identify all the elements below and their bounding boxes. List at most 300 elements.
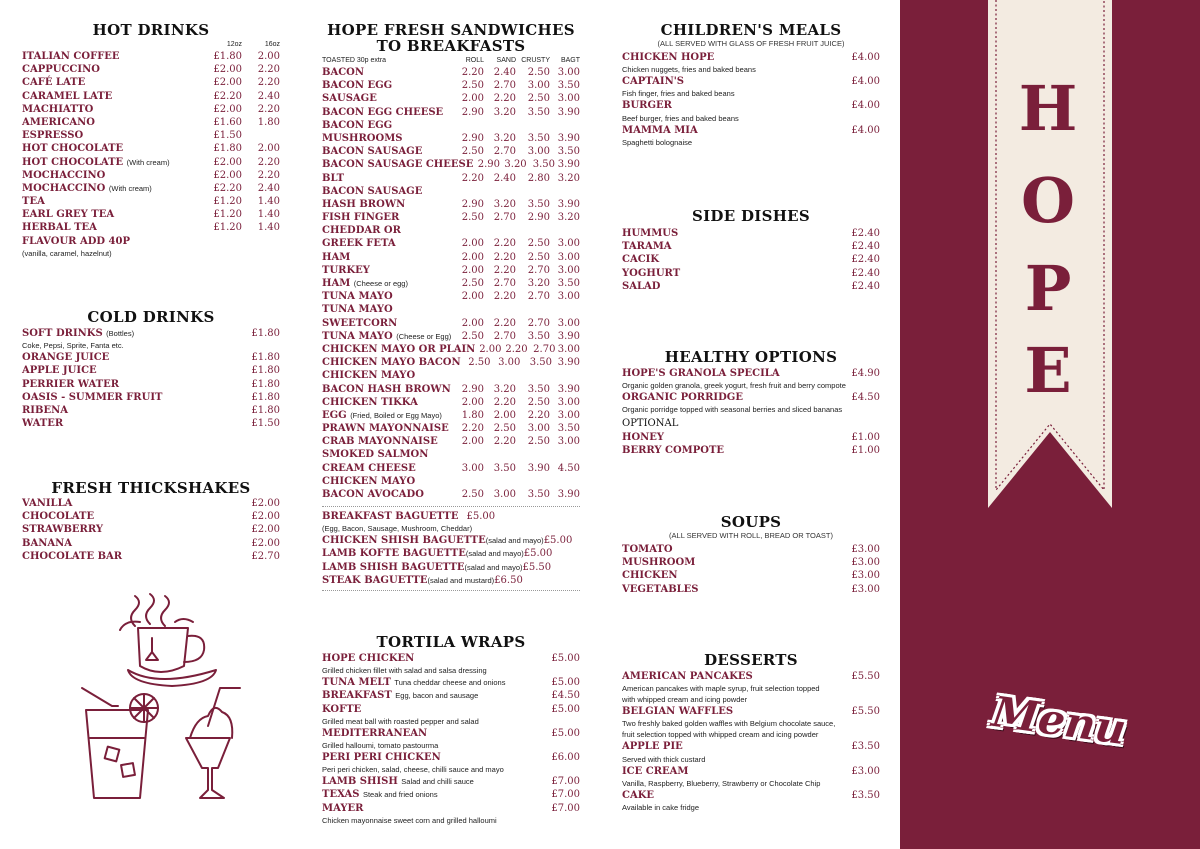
list-item (322, 356, 580, 369)
header-bagt: BAGT (560, 57, 580, 64)
hot-drinks-section (22, 22, 280, 259)
item-description: with whipped cream and icing powder (622, 695, 748, 705)
sandwich-price: 2.90 (461, 383, 484, 395)
item-name: CHICKEN HOPE (622, 52, 715, 63)
sandwich-price: 3.00 (498, 357, 521, 369)
item-price: £1.80 (251, 404, 280, 416)
item-name-cell (622, 543, 840, 556)
item-name: CREAM CHEESE (322, 462, 416, 474)
item-price: £1.50 (251, 418, 280, 430)
item-name-cell (22, 364, 240, 377)
item-name-cell (322, 158, 473, 171)
item-price: £2.70 (251, 550, 280, 562)
list-item (22, 391, 280, 404)
item-price: £3.50 (851, 789, 880, 801)
brand-letter-h: H (1018, 72, 1078, 145)
list-item (22, 537, 280, 550)
item-name: ICE CREAM (622, 765, 689, 777)
item-name: FISH FINGER (322, 212, 400, 224)
item-price: £4.50 (851, 392, 880, 404)
item-description: Grilled chicken fillet with salad and salsa dressing (322, 666, 487, 676)
size-12oz: 12oz (226, 41, 242, 48)
hot-drinks-list (22, 50, 280, 248)
sandwich-price: 3.00 (527, 80, 550, 92)
childrens-meals-section (622, 22, 880, 148)
list-item (622, 51, 880, 64)
item-name-cell (322, 251, 452, 264)
item-name: CACIK (622, 254, 660, 266)
list-item (322, 409, 580, 422)
sandwich-price: 2.70 (527, 291, 550, 303)
price-16oz: 1.40 (257, 196, 280, 208)
price-16oz: 2.20 (257, 64, 280, 76)
item-name-cell (622, 444, 840, 457)
item-note: (salad and mayo) (464, 562, 523, 572)
price-12oz: £2.00 (213, 103, 242, 115)
sandwich-price: 3.00 (557, 93, 580, 105)
sandwich-price: 3.00 (557, 317, 580, 329)
sandwiches-list (322, 66, 580, 501)
childrens-meals-list (622, 51, 880, 148)
sandwich-price: 3.20 (493, 198, 516, 210)
sandwich-price: 2.20 (493, 291, 516, 303)
item-name-cell (322, 119, 452, 132)
item-name: ORANGE JUICE (22, 352, 110, 364)
item-name-cell (322, 751, 540, 764)
list-item (322, 132, 580, 145)
sandwich-price: 2.40 (493, 172, 516, 184)
item-note: Steak and fried onions (362, 790, 438, 800)
item-name-cell (22, 63, 202, 76)
item-name: WATER (22, 418, 64, 430)
item-price: £5.50 (851, 706, 880, 718)
item-price: £2.00 (251, 537, 280, 549)
baguettes-section (322, 510, 580, 587)
item-description: fruit selection topped with whipped cream and icing powder (622, 730, 819, 740)
item-description: American pancakes with maple syrup, fruit selection topped (622, 684, 820, 694)
item-price: £3.00 (851, 570, 880, 582)
item-price: £1.00 (851, 431, 880, 443)
item-description: Organic golden granola, greek yogurt, fresh fruit and berry compote (622, 381, 846, 391)
sandwich-price: 2.70 (493, 212, 516, 224)
item-name: STEAK BAGUETTE (322, 574, 428, 586)
sandwich-price: 3.90 (557, 357, 580, 369)
price-12oz: £1.80 (213, 51, 242, 62)
list-item (622, 75, 880, 88)
sandwich-price: 2.00 (493, 409, 516, 421)
price-12oz: £1.80 (213, 143, 242, 155)
list-item (22, 497, 280, 510)
item-price: £2.40 (851, 267, 880, 279)
item-name: MEDITERRANEAN (322, 727, 428, 739)
list-item (322, 488, 580, 501)
whipped-cream-icon (190, 708, 232, 738)
wraps-section (322, 634, 580, 826)
item-name: EARL GREY TEA (22, 209, 115, 221)
soups-title: SOUPS (720, 513, 782, 531)
item-price: £5.50 (851, 671, 880, 682)
item-description: Organic porridge topped with seasonal berries and sliced bananas (622, 405, 843, 415)
item-name: BACON EGG CHEESE (322, 106, 444, 118)
list-item (22, 510, 280, 523)
price-12oz: £1.50 (213, 130, 242, 142)
list-item (22, 169, 280, 182)
item-price: £5.50 (522, 561, 552, 573)
item-name: CAFÉ LATE (22, 77, 86, 89)
item-description: Coke, Pepsi, Sprite, Fanta etc. (22, 341, 124, 351)
item-name: LAMB SHISH (322, 776, 398, 788)
sandwich-price: 2.50 (527, 67, 550, 78)
item-name: PERI PERI CHICKEN (322, 751, 441, 763)
sandwich-price: 2.50 (468, 357, 491, 369)
list-item (22, 76, 280, 89)
item-price: £4.00 (851, 52, 880, 63)
item-name-cell (322, 788, 540, 801)
item-name-cell (622, 391, 840, 404)
price-12oz: £2.00 (213, 64, 242, 76)
item-name: CHOCOLATE BAR (22, 550, 123, 562)
sandwich-price: 2.00 (461, 264, 484, 276)
sandwich-price: 3.20 (493, 383, 516, 395)
brand-letter-o: O (1020, 164, 1075, 237)
item-price: £2.00 (251, 511, 280, 523)
header-sand: SAND (496, 57, 516, 64)
item-name: BURGER (622, 100, 672, 112)
list-item (322, 158, 580, 171)
item-name-cell (622, 267, 840, 280)
list-item (622, 670, 880, 683)
item-name: BELGIAN WAFFLES (622, 706, 734, 718)
sandwich-price: 3.50 (527, 132, 550, 144)
item-name: ESPRESSO (22, 130, 84, 142)
item-name: KOFTE (322, 703, 362, 715)
soups-section (622, 514, 880, 596)
item-name: GREEK FETA (322, 238, 396, 250)
sandwich-price: 2.50 (527, 251, 550, 263)
item-name: BERRY COMPOTE (622, 444, 725, 456)
item-name-cell (22, 103, 202, 116)
item-name: CHICKEN MAYO BACON (322, 357, 461, 369)
list-item (622, 765, 880, 778)
item-name-cell (322, 422, 452, 435)
sandwich-price: 2.20 (493, 93, 516, 105)
sandwich-price: 2.20 (493, 396, 516, 408)
item-price: £7.00 (551, 776, 580, 788)
item-name: HERBAL TEA (22, 222, 97, 234)
list-item (22, 235, 280, 248)
sandwich-price: 2.90 (461, 132, 484, 144)
flavour-desc: (vanilla, caramel, hazelnut) (22, 248, 112, 258)
item-name-cell (622, 99, 840, 112)
list-item (22, 327, 280, 340)
item-description: Grilled halloumi, tomato pastourma (322, 740, 439, 750)
item-price: £2.40 (851, 228, 880, 239)
item-name: CARAMEL LATE (22, 90, 113, 102)
list-item (322, 198, 580, 211)
item-name-cell (622, 556, 840, 569)
item-name-cell (322, 727, 540, 740)
item-price: £5.00 (551, 703, 580, 715)
optional-label: OPTIONAL (622, 418, 679, 430)
item-name: BANANA (22, 537, 73, 549)
list-item (322, 561, 580, 574)
sandwich-price: 3.00 (557, 396, 580, 408)
sandwich-price: 2.50 (527, 238, 550, 250)
sandwich-price: 2.50 (527, 93, 550, 105)
item-name-cell (322, 224, 452, 237)
item-name-cell (322, 676, 540, 689)
desserts-title: DESSERTS (704, 651, 798, 669)
item-price: £4.00 (851, 76, 880, 88)
item-name-cell (622, 227, 840, 240)
list-item (322, 172, 580, 185)
item-name-cell (322, 435, 452, 448)
item-name-cell (22, 50, 202, 63)
item-price: £1.80 (251, 352, 280, 364)
item-description: Served with thick custard (622, 754, 706, 764)
item-name-cell (22, 327, 240, 340)
list-item (22, 142, 280, 155)
item-name: SOFT DRINKS (22, 328, 103, 339)
sandwich-price: 2.70 (527, 317, 550, 329)
list-item (622, 99, 880, 112)
item-price: £4.50 (551, 690, 580, 702)
item-name: SWEETCORN (322, 317, 398, 329)
price-12oz: £1.20 (213, 209, 242, 221)
item-price: £2.40 (851, 280, 880, 292)
list-item (322, 435, 580, 448)
sandwich-price: 2.70 (533, 343, 556, 355)
list-item (622, 569, 880, 582)
item-name-cell (322, 396, 452, 409)
sandwich-price: 3.20 (504, 159, 527, 171)
item-name: BACON (322, 67, 365, 78)
list-item (322, 802, 580, 815)
item-name-cell (322, 488, 452, 501)
list-item (322, 330, 580, 343)
sandwich-price: 3.90 (557, 330, 580, 342)
item-name: MAMMA MIA (622, 124, 698, 136)
sandwich-price: 2.50 (461, 489, 484, 500)
item-name-cell (322, 802, 540, 815)
item-description: Chicken nuggets, fries and baked beans (622, 65, 756, 75)
sandwich-price: 3.50 (493, 462, 516, 474)
sandwich-price: 3.50 (527, 106, 550, 118)
item-name: CHICKEN TIKKA (322, 396, 418, 408)
list-item (322, 462, 580, 475)
item-price: £2.00 (251, 498, 280, 509)
thickshakes-list (22, 497, 280, 563)
sandwich-price: 2.20 (493, 238, 516, 250)
baguettes-list (322, 510, 580, 587)
item-name: BACON HASH BROWN (322, 383, 451, 395)
sandwich-price: 2.90 (527, 212, 550, 224)
item-name: BACON EGG (322, 80, 393, 92)
item-name: APPLE JUICE (22, 365, 97, 377)
item-name: STRAWBERRY (22, 524, 103, 536)
item-name-cell (322, 290, 452, 303)
item-price: £7.00 (551, 789, 580, 801)
item-description: Two freshly baked golden waffles with Belgium chocolate sauce, (622, 719, 836, 729)
item-name-cell (22, 156, 202, 169)
item-price: £6.50 (494, 574, 523, 586)
item-name: ITALIAN COFFEE (22, 51, 120, 62)
item-name: AMERICAN PANCAKES (622, 671, 753, 682)
sandwich-price: 1.80 (461, 409, 484, 421)
childrens-meals-title: CHILDREN'S MEALS (660, 21, 842, 39)
price-12oz: £2.00 (213, 77, 242, 89)
sandwich-price: 2.80 (527, 172, 550, 184)
item-name: TUNA MELT (322, 677, 391, 689)
sandwich-price: 3.90 (557, 198, 580, 210)
item-name: HOPE'S GRANOLA SPECILA (622, 368, 780, 379)
item-description: Grilled meat ball with roasted pepper and salad (322, 716, 479, 726)
price-16oz: 1.80 (257, 116, 280, 128)
item-name-cell (322, 462, 452, 475)
list-item (22, 103, 280, 116)
juice-glass-icon (86, 710, 148, 798)
sandwich-price: 2.20 (493, 264, 516, 276)
item-description: Peri peri chicken, salad, cheese, chilli sauce and mayo (322, 765, 504, 775)
item-name-cell (622, 253, 840, 266)
brand-letter-p: P (1024, 252, 1072, 325)
milkshake-straw-icon (208, 688, 240, 726)
sandwich-price: 3.00 (557, 343, 580, 355)
item-price: £1.80 (251, 328, 280, 339)
sandwich-price: 2.20 (505, 343, 528, 355)
item-name: MOCHACCINO (22, 169, 106, 181)
list-item (322, 727, 580, 740)
item-name: VEGETABLES (622, 583, 699, 595)
list-item (322, 448, 580, 461)
side-dishes-list (622, 227, 880, 293)
item-name-cell (322, 356, 461, 369)
menu-logo: Menu (989, 686, 1130, 755)
item-name-cell (622, 240, 840, 253)
item-note: (Cheese or egg) (353, 279, 408, 288)
item-description: Beef burger, fries and baked beans (622, 113, 739, 123)
item-name: CHICKEN MAYO OR PLAIN (322, 343, 476, 355)
item-price: £5.00 (543, 535, 573, 547)
item-name-cell (22, 351, 240, 364)
sandwich-price: 2.00 (461, 436, 484, 448)
item-price: £1.80 (251, 365, 280, 377)
sandwich-price: 2.00 (461, 93, 484, 105)
sandwich-price: 2.00 (461, 291, 484, 303)
list-item (622, 444, 880, 457)
sandwich-price: 2.20 (461, 172, 484, 184)
list-item (22, 116, 280, 129)
item-price: £5.00 (551, 727, 580, 739)
item-name: HASH BROWN (322, 198, 406, 210)
item-name: SAUSAGE (322, 93, 377, 105)
item-name: AMERICANO (22, 116, 96, 128)
sandwich-price: 3.00 (557, 291, 580, 303)
list-item (322, 251, 580, 264)
item-name-cell (22, 404, 240, 417)
sandwich-price: 2.20 (493, 436, 516, 448)
list-item (622, 124, 880, 137)
item-price: £3.50 (851, 741, 880, 753)
list-item (22, 404, 280, 417)
size-16oz: 16oz (264, 41, 280, 48)
list-item (22, 378, 280, 391)
item-note: Salad and chilli sauce (401, 777, 474, 787)
list-item (622, 789, 880, 802)
item-name-cell (322, 303, 452, 316)
item-name-cell (622, 583, 840, 596)
item-name-cell (322, 652, 540, 665)
item-name: PERRIER WATER (22, 378, 120, 390)
cold-drinks-list (22, 327, 280, 430)
sandwich-price: 2.90 (477, 159, 500, 171)
header-roll: ROLL (465, 57, 484, 64)
item-name: CHICKEN MAYO (322, 475, 416, 487)
item-description: Available in cake fridge (622, 802, 699, 812)
sandwich-price: 2.20 (527, 409, 550, 421)
item-price: £1.80 (251, 391, 280, 403)
sandwich-price: 3.50 (527, 489, 550, 500)
item-name-cell (622, 765, 840, 778)
price-16oz: 2.40 (257, 90, 280, 102)
sandwiches-title-line2: TO BREAKFASTS (376, 37, 526, 55)
item-name-cell (22, 497, 240, 510)
item-name: BACON SAUSAGE (322, 185, 423, 197)
item-price: £7.00 (551, 802, 580, 814)
item-name-cell (322, 317, 452, 330)
item-name: CAKE (622, 789, 655, 801)
item-name-cell (322, 775, 540, 788)
price-16oz: 2.40 (257, 182, 280, 194)
item-name: TARAMA (622, 241, 672, 253)
wraps-list (322, 652, 580, 826)
soups-subtitle: (ALL SERVED WITH ROLL, BREAD OR TOAST) (669, 531, 833, 540)
sandwich-price: 3.50 (557, 146, 580, 158)
sandwich-price: 2.90 (461, 198, 484, 210)
list-item (322, 396, 580, 409)
price-12oz: £2.00 (213, 156, 242, 168)
list-item (622, 253, 880, 266)
list-item (622, 705, 880, 718)
item-name: YOGHURT (622, 267, 681, 279)
item-name-cell (322, 145, 452, 158)
item-name: HAM (322, 251, 351, 263)
item-description: Spaghetti bolognaise (622, 137, 693, 147)
item-note: (Bottles) (106, 329, 135, 338)
side-dishes-title: SIDE DISHES (691, 207, 811, 225)
item-price: £5.00 (523, 548, 553, 560)
item-name-cell (322, 172, 452, 185)
list-item (22, 156, 280, 169)
item-name-cell (322, 475, 452, 488)
header-crusty: CRUSTY (521, 57, 550, 64)
sandwich-price: 3.00 (461, 462, 484, 474)
list-item (22, 182, 280, 195)
sandwich-price: 2.70 (493, 330, 516, 342)
soups-list (622, 543, 880, 596)
list-item (322, 224, 580, 237)
item-name: PRAWN MAYONNAISE (322, 423, 449, 435)
item-note: (With cream) (108, 183, 152, 193)
item-name: BACON SAUSAGE (322, 146, 423, 158)
list-item (22, 90, 280, 103)
sandwich-price: 3.50 (557, 278, 580, 289)
item-name: HONEY (622, 431, 665, 443)
sandwich-price: 3.00 (527, 423, 550, 435)
sandwich-price: 3.20 (557, 172, 580, 184)
item-name-cell (22, 129, 202, 142)
sandwich-price: 3.00 (557, 264, 580, 276)
